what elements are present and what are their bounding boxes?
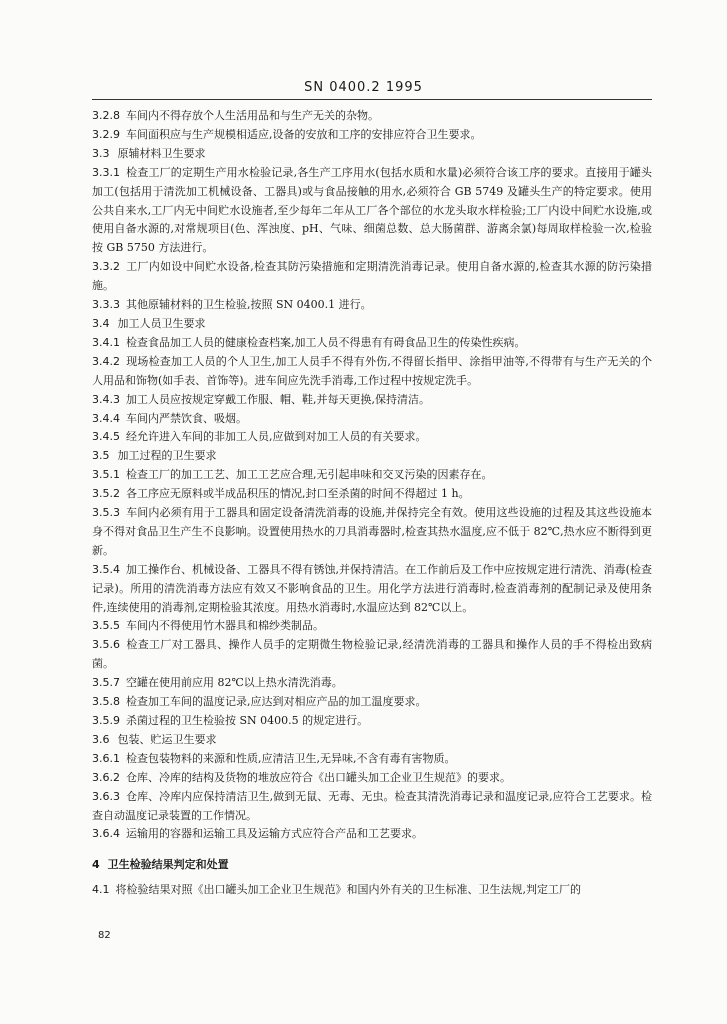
clause-text: 车间面积应与生产规模相适应,设备的安放和工序的安排应符合卫生要求。 bbox=[126, 127, 482, 141]
heading-text: 卫生检验结果判定和处置 bbox=[107, 858, 229, 872]
clause-3-6-2 bbox=[92, 769, 652, 788]
clause-text: 车间内不得存放个人生活用品和与生产无关的杂物。 bbox=[126, 109, 379, 122]
clause-3-5-3 bbox=[92, 504, 652, 561]
clause-number: 3.6.4 bbox=[92, 827, 120, 841]
clause-number: 3.4.4 bbox=[92, 411, 120, 425]
heading-3-5 bbox=[92, 447, 652, 466]
clause-3-5-5 bbox=[92, 617, 652, 636]
clause-4-1 bbox=[92, 881, 652, 900]
clause-3-4-2 bbox=[92, 353, 652, 391]
heading-text: 原辅材料卫生要求 bbox=[117, 146, 206, 160]
clause-3-5-7 bbox=[92, 674, 652, 693]
clause-3-4-4 bbox=[92, 410, 652, 429]
heading-3-6 bbox=[92, 731, 652, 750]
clause-number: 3.5.9 bbox=[92, 714, 120, 727]
clause-3-6-1 bbox=[92, 750, 652, 769]
clause-3-6-4 bbox=[92, 825, 652, 844]
clause-3-2-9 bbox=[92, 126, 652, 145]
clause-number: 3.2.8 bbox=[92, 109, 120, 122]
clause-3-3-2 bbox=[92, 258, 652, 296]
clause-number: 3.6.1 bbox=[92, 751, 120, 765]
clause-3-3-3 bbox=[92, 296, 652, 315]
clause-text: 检查食品加工人员的健康检查档案,加工人员不得患有有碍食品卫生的传染性疾病。 bbox=[126, 335, 526, 349]
clause-number: 3.5.8 bbox=[92, 695, 120, 709]
clause-text: 仓库、冷库内应保持清洁卫生,做到无鼠、无毒、无虫。检查其清洗消毒记录和温度记录,应符合工艺要求。检查自动温度记录装置的工作情况。 bbox=[92, 789, 652, 822]
clause-3-6-3 bbox=[92, 788, 652, 826]
clause-number: 3.4.2 bbox=[92, 354, 120, 368]
clause-3-4-3 bbox=[92, 391, 652, 410]
heading-text: 加工过程的卫生要求 bbox=[117, 449, 217, 463]
clause-number: 3.5.5 bbox=[92, 619, 120, 633]
clause-number: 3.4.5 bbox=[92, 430, 120, 444]
section-heading-4 bbox=[92, 856, 652, 875]
clause-number: 3.4.3 bbox=[92, 392, 120, 406]
clause-number: 3.5.3 bbox=[92, 506, 120, 520]
clause-text: 检查加工车间的温度记录,应达到对相应产品的加工温度要求。 bbox=[126, 695, 427, 709]
clause-3-2-8 bbox=[92, 107, 652, 126]
clause-text: 其他原辅材料的卫生检验,按照 SN 0400.1 进行。 bbox=[126, 298, 372, 312]
clause-3-5-8 bbox=[92, 693, 652, 712]
clause-text: 工厂内如设中间贮水设备,检查其防污染措施和定期清洗消毒记录。使用自备水源的,检查其水源的防污染措施。 bbox=[92, 260, 652, 293]
clause-number: 3.4.1 bbox=[92, 335, 120, 349]
document-body bbox=[92, 107, 652, 900]
clause-3-5-1 bbox=[92, 466, 652, 485]
clause-text: 车间内严禁饮食、吸烟。 bbox=[126, 411, 247, 425]
heading-text: 加工人员卫生要求 bbox=[117, 316, 206, 330]
clause-text: 空罐在使用前应用 82℃以上热水清洗消毒。 bbox=[126, 676, 343, 690]
clause-number: 3.5.7 bbox=[92, 676, 120, 690]
clause-text: 加工人员应按规定穿戴工作服、帽、鞋,并每天更换,保持清洁。 bbox=[126, 392, 430, 406]
clause-number: 3.4 bbox=[92, 316, 110, 330]
clause-number: 3.5.6 bbox=[92, 638, 120, 652]
clause-text: 检查工厂对工器具、操作人员手的定期微生物检验记录,经清洗消毒的工器具和操作人员的手不得检出致病菌。 bbox=[92, 638, 652, 671]
page-header: SN 0400.2 1995 bbox=[304, 80, 423, 95]
clause-number: 3.3.2 bbox=[92, 260, 120, 274]
clause-number: 3.3.1 bbox=[92, 165, 120, 179]
clause-3-3-1 bbox=[92, 164, 652, 259]
page-number: 82 bbox=[98, 930, 111, 941]
heading-3-3 bbox=[92, 145, 652, 164]
header-rule bbox=[92, 99, 652, 100]
clause-text: 运输用的容器和运输工具及运输方式应符合产品和工艺要求。 bbox=[126, 827, 423, 841]
clause-number: 3.5.1 bbox=[92, 468, 120, 482]
clause-3-5-2 bbox=[92, 485, 652, 504]
clause-text: 检查工厂的定期生产用水检验记录,各生产工序用水(包括水质和水量)必须符合该工序的要求。直接用于罐头加工(包括用于清洗加工机械设备、工器具)或与食品接触的用水,必须符合 GB 5749 及罐头生产的特定要求。使用公共自来水,工厂内无中间贮水设施者,至少每年二年从工厂各个部位的水龙头取水样检验;工厂内设中间贮水设施,或使用自备水源的,对常规项目(色、浑浊度、pH、气味、细菌总数、总大肠菌群、游离余氯)每周取样检验一次,检验按 GB 5750 方法进行。 bbox=[92, 165, 652, 255]
clause-number: 3.3.3 bbox=[92, 298, 120, 312]
clause-number: 4.1 bbox=[92, 883, 110, 897]
clause-text: 各工序应无原料或半成品积压的情况,封口至杀菌的时间不得超过 1 h。 bbox=[126, 487, 470, 501]
clause-text: 经允许进入车间的非加工人员,应做到对加工人员的有关要求。 bbox=[126, 430, 427, 444]
clause-3-5-9 bbox=[92, 712, 652, 731]
clause-number: 3.6.2 bbox=[92, 770, 120, 784]
clause-number: 3.5.4 bbox=[92, 562, 120, 576]
clause-3-5-6 bbox=[92, 636, 652, 674]
clause-text: 检查包装物料的来源和性质,应清洁卫生,无异味,不含有毒有害物质。 bbox=[126, 751, 456, 765]
clause-text: 车间内必须有用于工器具和固定设备清洗消毒的设施,并保持完全有效。使用这些设施的过程及其这些设施本身不得对食品卫生产生不良影响。设置使用热水的刀具消毒器时,检查其热水温度,应不低于 82℃,热水应不断得到更新。 bbox=[92, 506, 652, 557]
clause-number: 3.3 bbox=[92, 146, 110, 160]
clause-number: 3.6.3 bbox=[92, 789, 120, 803]
clause-text: 仓库、冷库的结构及货物的堆放应符合《出口罐头加工企业卫生规范》的要求。 bbox=[126, 770, 511, 784]
clause-number: 4 bbox=[92, 858, 100, 872]
heading-text: 包装、贮运卫生要求 bbox=[117, 732, 217, 746]
clause-text: 杀菌过程的卫生检验按 SN 0400.5 的规定进行。 bbox=[126, 714, 369, 727]
clause-text: 加工操作台、机械设备、工器具不得有锈蚀,并保持清洁。在工作前后及工作中应按规定进行清洗、消毒(检查记录)。所用的清洗消毒方法应有效又不影响食品的卫生。用化学方法进行消毒时,检查消毒剂的配制记录及使用条件,连续使用的消毒剂,定期检验其浓度。用热水消毒时,水温应达到 82℃以上。 bbox=[92, 562, 652, 614]
clause-3-4-5 bbox=[92, 428, 652, 447]
clause-text: 车间内不得使用竹木器具和棉纱类制品。 bbox=[126, 619, 324, 633]
clause-number: 3.5.2 bbox=[92, 487, 120, 501]
clause-number: 3.2.9 bbox=[92, 127, 120, 141]
clause-text: 检查工厂的加工工艺、加工工艺应合理,无引起串味和交叉污染的因素存在。 bbox=[126, 468, 493, 482]
clause-number: 3.5 bbox=[92, 449, 110, 463]
clause-3-5-4 bbox=[92, 561, 652, 618]
heading-3-4 bbox=[92, 315, 652, 334]
clause-text: 现场检查加工人员的个人卫生,加工人员手不得有外伤,不得留长指甲、涂指甲油等,不得带有与生产无关的个人用品和饰物(如手表、首饰等)。进车间应先洗手消毒,工作过程中按规定洗手。 bbox=[92, 354, 652, 387]
clause-number: 3.6 bbox=[92, 732, 110, 746]
clause-3-4-1 bbox=[92, 334, 652, 353]
clause-text: 将检验结果对照《出口罐头加工企业卫生规范》和国内外有关的卫生标准、卫生法规,判定工厂的 bbox=[115, 883, 581, 897]
